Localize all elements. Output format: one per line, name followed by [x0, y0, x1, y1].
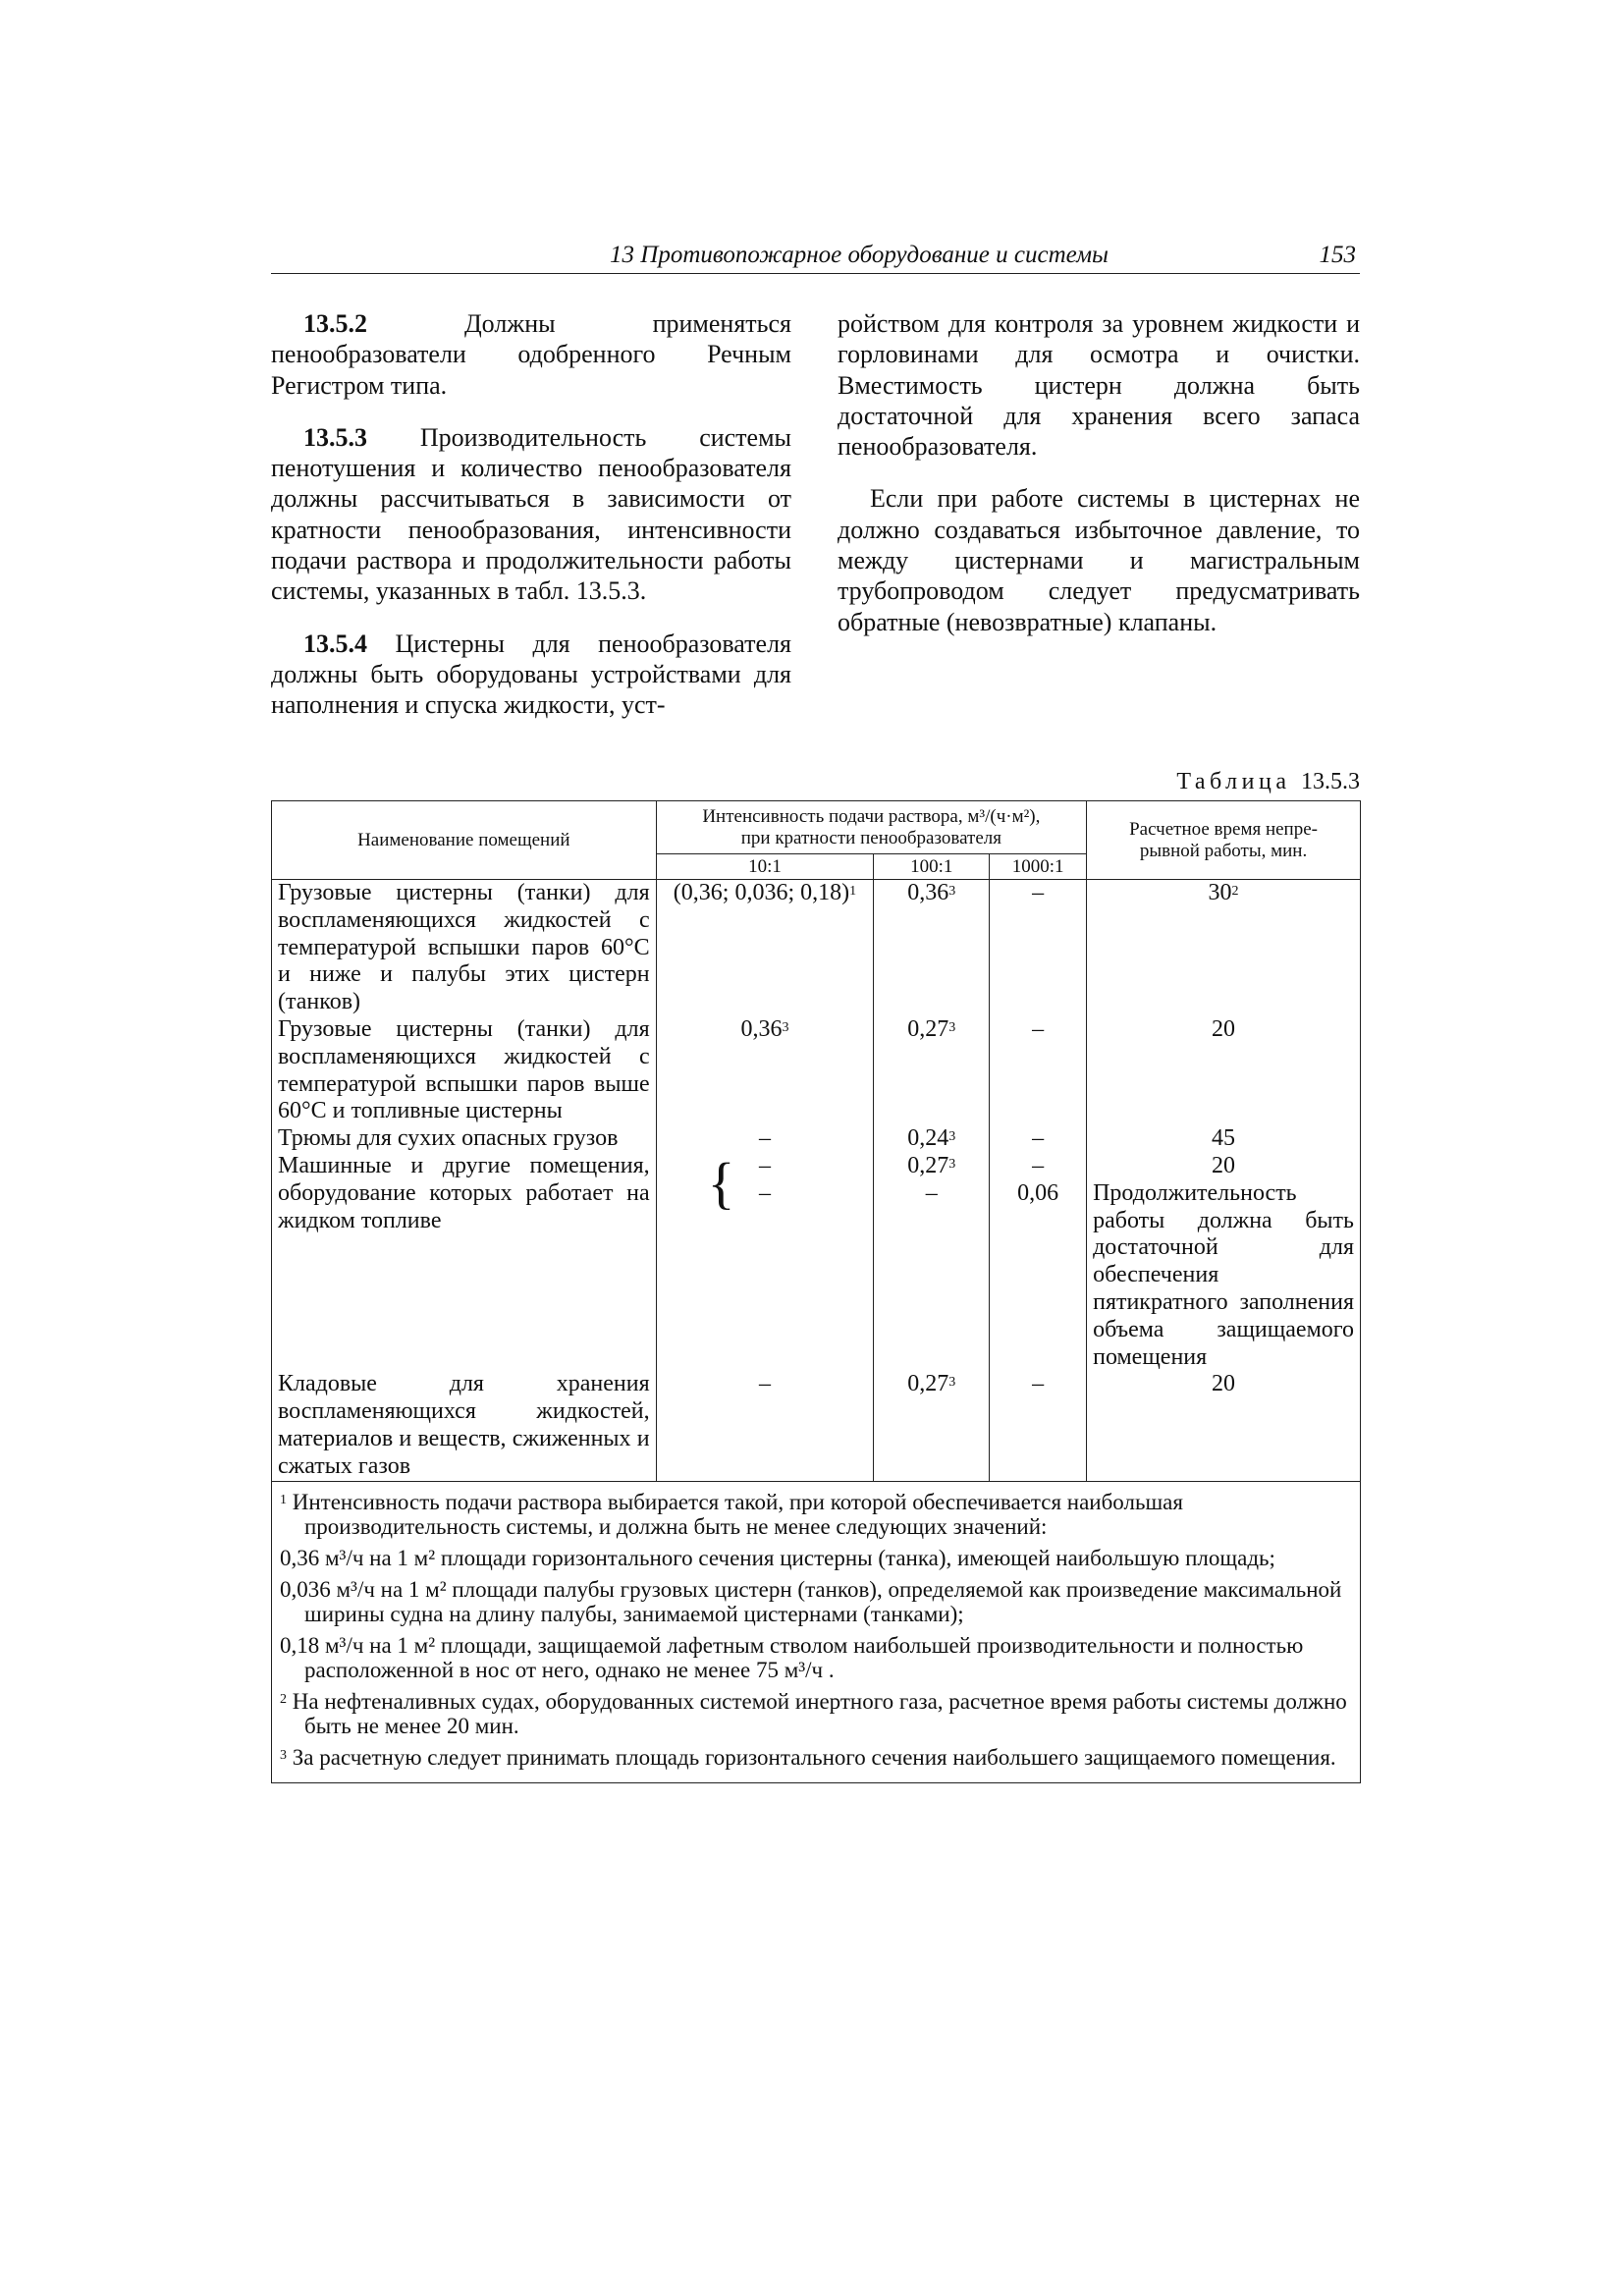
cell-ratio-1000: –: [990, 880, 1087, 1016]
table-caption-number: 13.5.3: [1301, 769, 1360, 794]
footnote-ref: 2: [1231, 884, 1239, 899]
cell-time: $30^2$: [1087, 880, 1361, 1016]
footnote-2: $^2$ На нефтеналивных судах, оборудованных системой инертного газа, расчетное время работы системы должно быть не менее 20 мин.: [280, 1688, 1347, 1738]
header-time: [1087, 801, 1361, 880]
footnote-ref: 1: [849, 884, 857, 899]
paragraph-13-5-2: [271, 308, 791, 401]
footnote-1c: 0,18 м³/ч на 1 м² площади, защищаемой лафетным стволом наибольшей производительности и полностью расположенной в нос от него, однако не менее 75 м³/ч .: [280, 1632, 1304, 1682]
table-caption: [1176, 769, 1360, 795]
cell-ratio-100: 0,24$^3$: [874, 1125, 990, 1153]
left-column: [271, 308, 791, 742]
cell-ratio-1000: –: [990, 1125, 1087, 1153]
row-name: Трюмы для сухих опасных грузов: [272, 1125, 657, 1153]
cell-ratio-100: 0,27$^3$: [874, 1371, 990, 1481]
section-number: 13.5.2: [303, 309, 367, 338]
cell-time: 20 Продолжительность работы должна быть достаточной для обеспечения пятикратного заполнения объема защищаемого помещения: [1087, 1153, 1361, 1371]
cell-ratio-10: (0,36; 0,036; 0,18)$^1$: [656, 880, 874, 1016]
paragraph-13-5-4: [271, 629, 791, 721]
cell-ratio-1000: –: [990, 1016, 1087, 1125]
cell-ratio-100: 0,27$^3$ –: [874, 1153, 990, 1371]
header-time-line1: Расчетное время непре-: [1129, 818, 1318, 840]
table-row: [272, 1016, 1361, 1125]
section-number: 13.5.3: [303, 422, 367, 452]
header-intensity-line2: при кратности пенообразователя: [740, 827, 1001, 848]
footnote-1: $^1$ Интенсивность подачи раствора выбирается такой, при которой обеспечивается наибольшая производительность системы, и должна быть не менее следующих значений:: [280, 1489, 1183, 1539]
cell-time: 20: [1087, 1371, 1361, 1481]
running-header: [271, 240, 1360, 274]
cell-ratio-10: { – –: [656, 1153, 874, 1371]
foam-intensity-table: [271, 800, 1361, 1783]
footnote-ref: 3: [948, 1156, 956, 1172]
table-notes-row: [272, 1481, 1361, 1782]
table-row: [272, 1125, 1361, 1153]
cell-ratio-1000: –: [990, 1371, 1087, 1481]
footnote-ref: 3: [948, 884, 956, 899]
paragraph-text: Производительность системы пенотушения и количество пенообразователя должны рассчитываться в зависимости от кратности пенообразования, интенсивности подачи раствора и продолжительности работы системы, указанных в табл. 13.5.3.: [271, 422, 792, 606]
cell-time-note: Продолжительность работы должна быть достаточной для обеспечения пятикратного заполнения объема защищаемого помещения: [1093, 1179, 1354, 1370]
table-footnotes: [272, 1481, 1361, 1782]
footnote-ref: 3: [948, 1019, 956, 1035]
brace-icon: {: [707, 1150, 735, 1215]
row-name: Кладовые для хранения воспламеняющихся жидкостей, материалов и веществ, сжиженных и сжатых газов: [272, 1371, 657, 1481]
footnote-3: $^3$ За расчетную следует принимать площадь горизонтального сечения наибольшего защищаемого помещения.: [280, 1744, 1336, 1770]
cell-ratio-10: 0,36$^3$: [656, 1016, 874, 1125]
table-row: [272, 1371, 1361, 1481]
header-intensity-line1: Интенсивность подачи раствора, м³/(ч·м²),: [702, 805, 1041, 827]
paragraph-continuation: ройством для контроля за уровнем жидкости и горловинами для осмотра и очистки. Вместимость цистерн должна быть достаточной для хранения всего запаса пенообразователя.: [838, 309, 1360, 462]
paragraph-13-5-3: [271, 422, 791, 607]
paragraph-text: Должны применяться пенообразователи одобренного Речным Регистром типа.: [271, 309, 791, 400]
cell-ratio-1000: – 0,06: [990, 1153, 1087, 1371]
header-name: Наименование помещений: [272, 801, 657, 880]
paragraph-text: Цистерны для пенообразователя должны быть оборудованы устройствами для наполнения и спуска жидкости, уст-: [271, 629, 792, 720]
footnote-ref: 3: [948, 1129, 956, 1145]
cell-ratio-100: 0,36$^3$: [874, 880, 990, 1016]
paragraph-valves: Если при работе системы в цистернах не должно создаваться избыточное давление, то между цистернами и магистральным трубопроводом следует предусматривать обратные (невозвратные) клапаны.: [838, 484, 1360, 636]
header-ratio-1000: 1000:1: [990, 854, 1087, 880]
header-ratio-10: 10:1: [656, 854, 874, 880]
header-intensity: [656, 801, 1086, 854]
row-name: Грузовые цистерны (танки) для воспламеняющихся жидкостей с температурой вспышки паров 60°С и ниже и палубы этих цистерн (танков): [272, 880, 657, 1016]
cell-ratio-10: –: [656, 1371, 874, 1481]
table-row: [272, 880, 1361, 1016]
header-ratio-100: 100:1: [874, 854, 990, 880]
footnote-1a: 0,36 м³/ч на 1 м² площади горизонтального сечения цистерны (танка), имеющей наибольшую площадь;: [280, 1545, 1275, 1570]
cell-time: 20: [1087, 1016, 1361, 1125]
header-time-line2: рывной работы, мин.: [1139, 840, 1308, 861]
table-caption-word: Таблица: [1176, 769, 1291, 794]
table-row: [272, 1153, 1361, 1371]
cell-ratio-10: –: [656, 1125, 874, 1153]
row-name: Машинные и другие помещения, оборудование которых работает на жидком топливе: [272, 1153, 657, 1371]
page-number: 153: [1319, 242, 1356, 268]
row-name: Грузовые цистерны (танки) для воспламеняющихся жидкостей с температурой вспышки паров выше 60°С и топливные цистерны: [272, 1016, 657, 1125]
cell-time: 45: [1087, 1125, 1361, 1153]
footnote-ref: 3: [948, 1375, 956, 1391]
right-column: [838, 308, 1360, 659]
section-number: 13.5.4: [303, 629, 367, 658]
cell-ratio-100: 0,27$^3$: [874, 1016, 990, 1125]
footnote-1b: 0,036 м³/ч на 1 м² площади палубы грузовых цистерн (танков), определяемой как произведение максимальной ширины судна на длину палубы, занимаемой цистернами (танками);: [280, 1576, 1342, 1626]
footnote-ref: 3: [782, 1019, 789, 1035]
chapter-title: 13 Противопожарное оборудование и системы: [610, 242, 1109, 268]
